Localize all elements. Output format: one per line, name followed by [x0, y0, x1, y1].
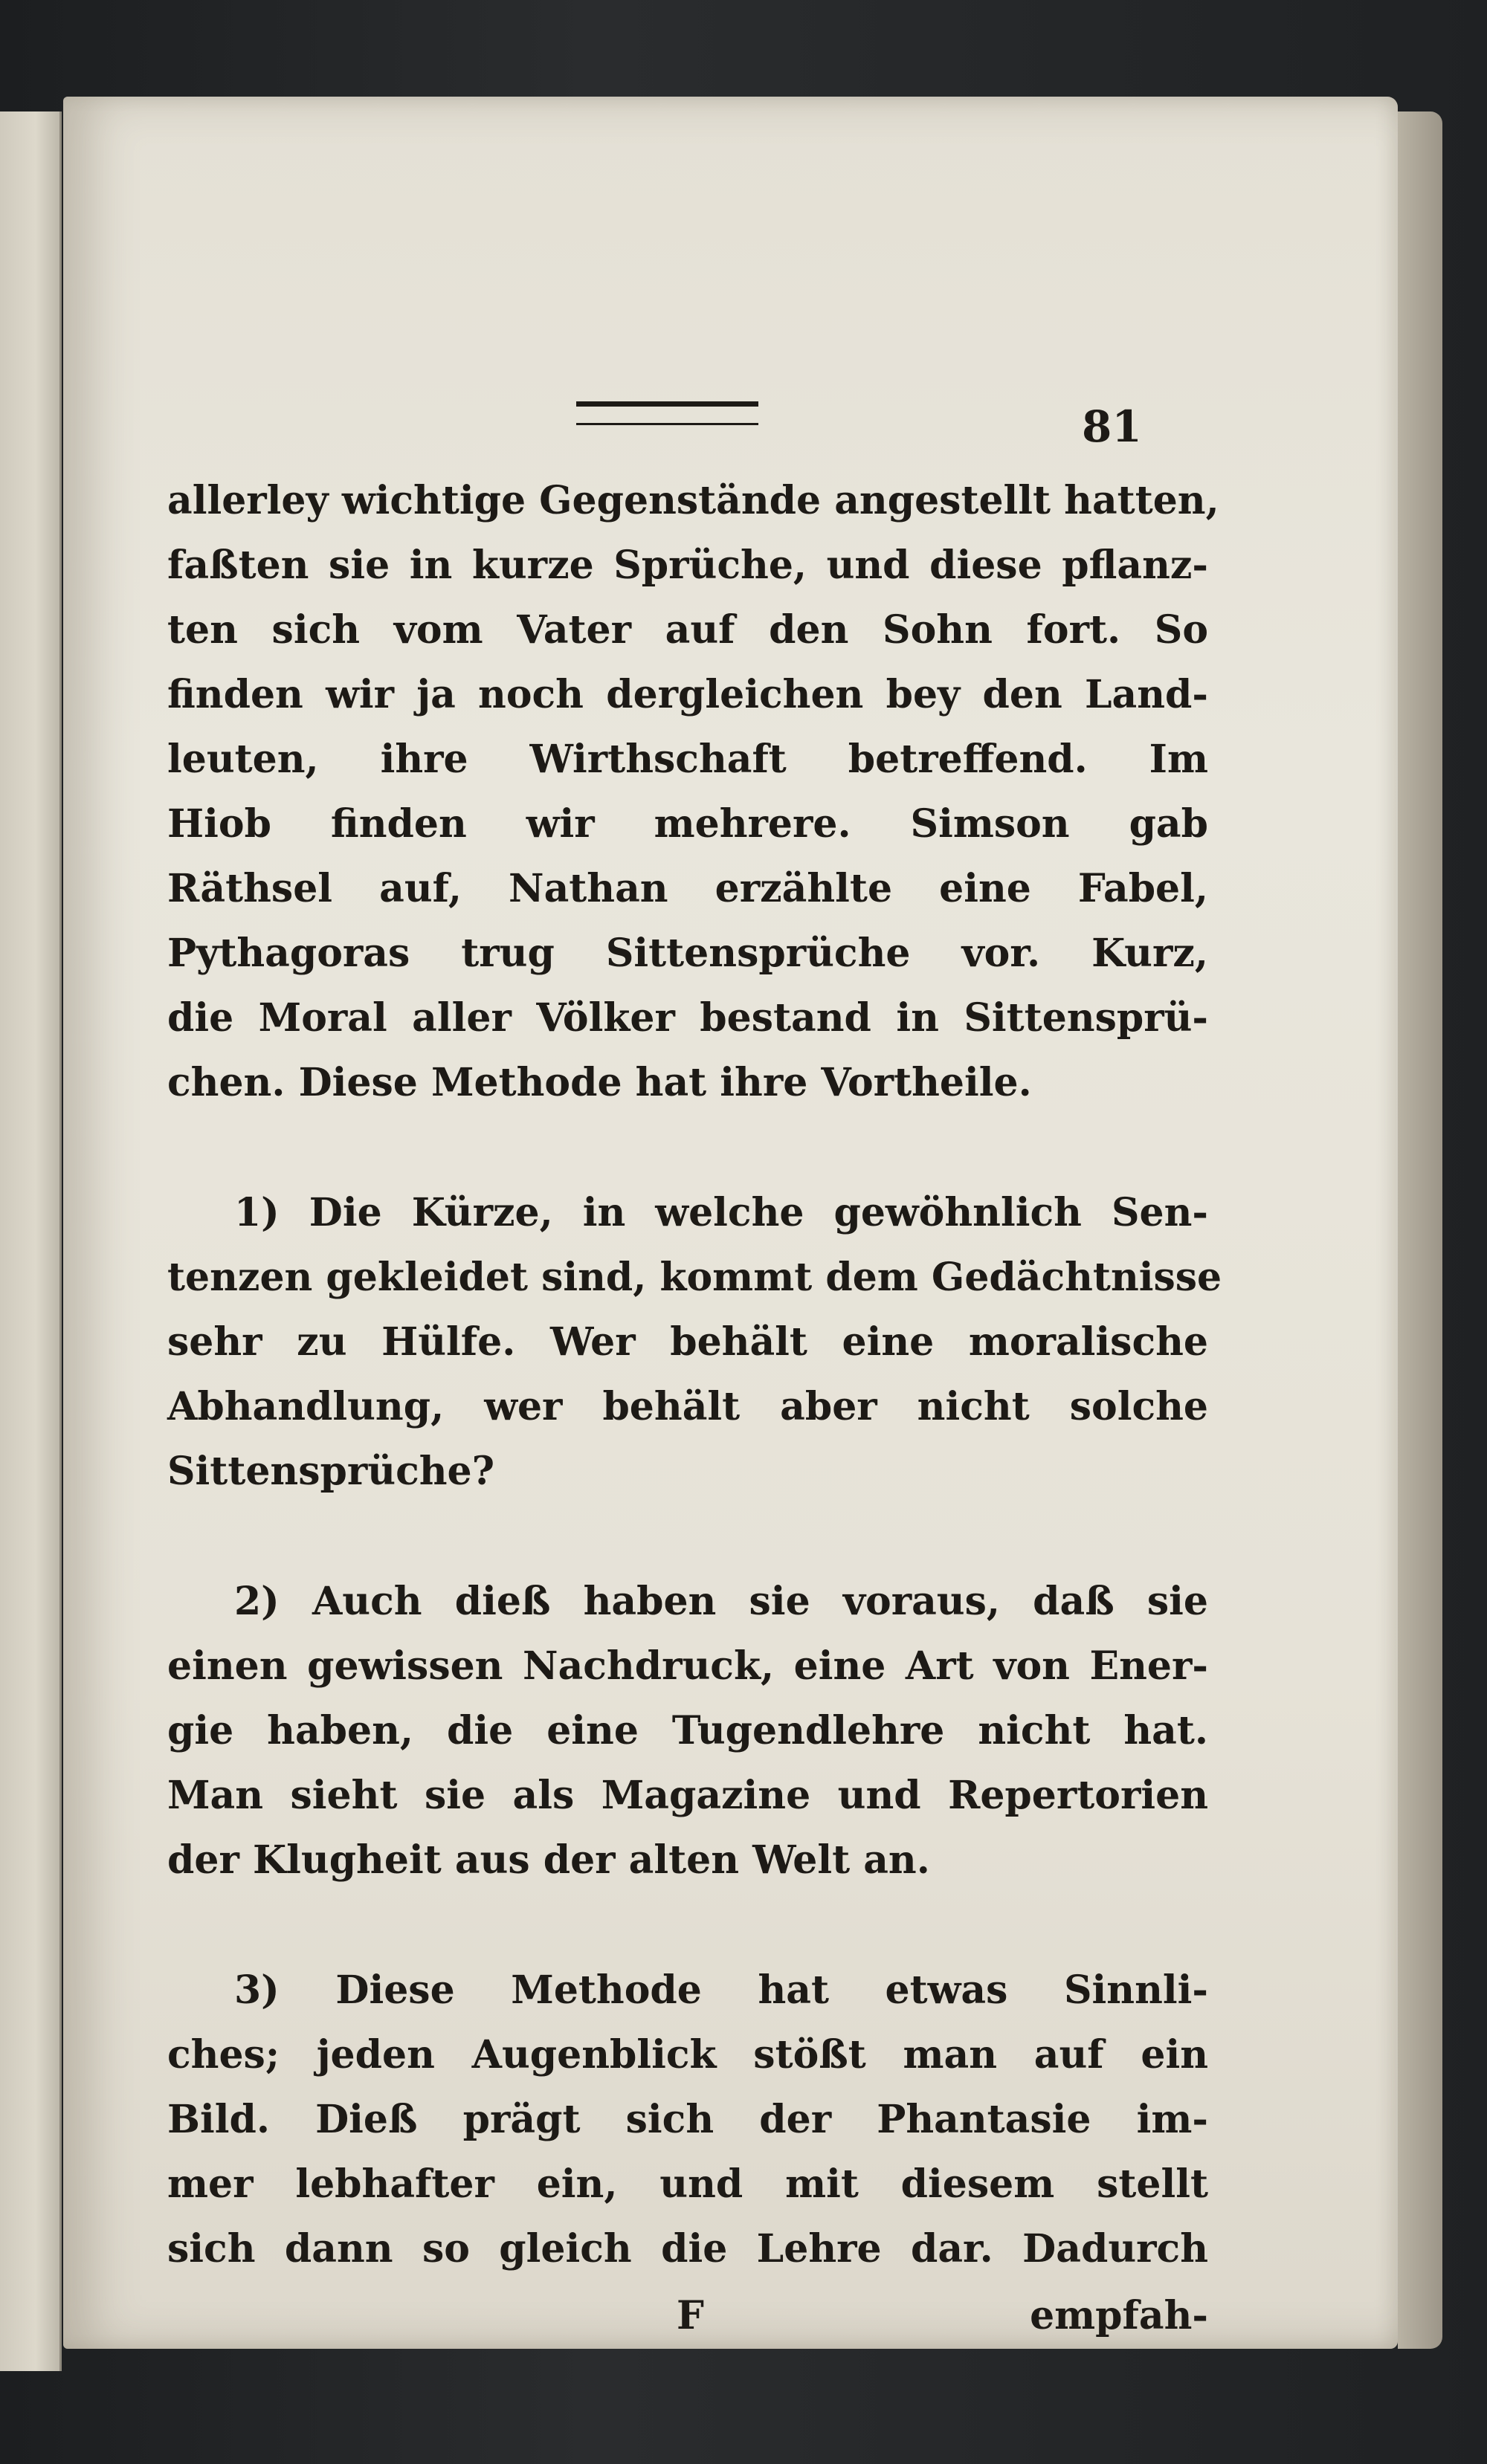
text-line: 2) Auch dieß haben sie voraus, daß sie — [234, 1579, 1208, 1624]
text-line: sich dann so gleich die Lehre dar. Dadurch — [167, 2226, 1208, 2271]
text-line: einen gewissen Nachdruck, eine Art von Ener- — [167, 1643, 1208, 1689]
text-line: allerley wichtige Gegenstände angestellt hatten, — [167, 478, 1219, 523]
page-number: 81 — [1082, 401, 1142, 452]
signature-mark: F — [677, 2293, 704, 2338]
text-line: chen. Diese Methode hat ihre Vortheile. — [167, 1060, 1032, 1105]
text-line: Pythagoras trug Sittensprüche vor. Kurz, — [167, 931, 1208, 976]
text-line: Hiob finden wir mehrere. Simson gab — [167, 801, 1208, 847]
text-line: 3) Diese Methode hat etwas Sinnli- — [234, 1967, 1208, 2013]
body-text — [167, 468, 1222, 2281]
catchword: empfah- — [1030, 2293, 1208, 2338]
text-line: der Klugheit aus der alten Welt an. — [167, 1837, 930, 1883]
text-line: Räthsel auf, Nathan erzählte eine Fabel, — [167, 866, 1208, 911]
text-line: faßten sie in kurze Sprüche, und diese pflanz- — [167, 543, 1208, 588]
text-line: tenzen gekleidet sind, kommt dem Gedächtnisse — [167, 1255, 1222, 1300]
header-rule — [576, 401, 758, 425]
page-stack-edge — [1398, 111, 1442, 2349]
book-page — [63, 97, 1398, 2349]
paragraph-point-1 — [167, 1180, 1222, 1504]
text-line: sehr zu Hülfe. Wer behält eine moralische — [167, 1319, 1208, 1365]
page-header — [63, 290, 1398, 452]
text-line: 1) Die Kürze, in welche gewöhnlich Sen- — [234, 1190, 1208, 1235]
paragraph-point-3 — [167, 1958, 1208, 2281]
paragraph-point-2 — [167, 1569, 1208, 1892]
text-line: Sittensprüche? — [167, 1449, 495, 1494]
text-line: gie haben, die eine Tugendlehre nicht hat. — [167, 1708, 1208, 1753]
text-line: Abhandlung, wer behält aber nicht solche — [167, 1384, 1208, 1429]
text-line: leuten, ihre Wirthschaft betreffend. Im — [167, 737, 1208, 782]
paragraph-intro — [167, 468, 1219, 1115]
text-line: Bild. Dieß prägt sich der Phantasie im- — [167, 2097, 1208, 2142]
text-line: Man sieht sie als Magazine und Repertorien — [167, 1773, 1208, 1818]
facing-page-edge — [0, 111, 62, 2371]
text-line: finden wir ja noch dergleichen bey den Land- — [167, 672, 1208, 717]
text-line: ches; jeden Augenblick stößt man auf ein — [167, 2032, 1208, 2077]
text-line: die Moral aller Völker bestand in Sittensprü- — [167, 995, 1208, 1041]
page-footer — [167, 2293, 1208, 2360]
text-line: ten sich vom Vater auf den Sohn fort. So — [167, 607, 1208, 653]
text-line: mer lebhafter ein, und mit diesem stellt — [167, 2161, 1208, 2207]
